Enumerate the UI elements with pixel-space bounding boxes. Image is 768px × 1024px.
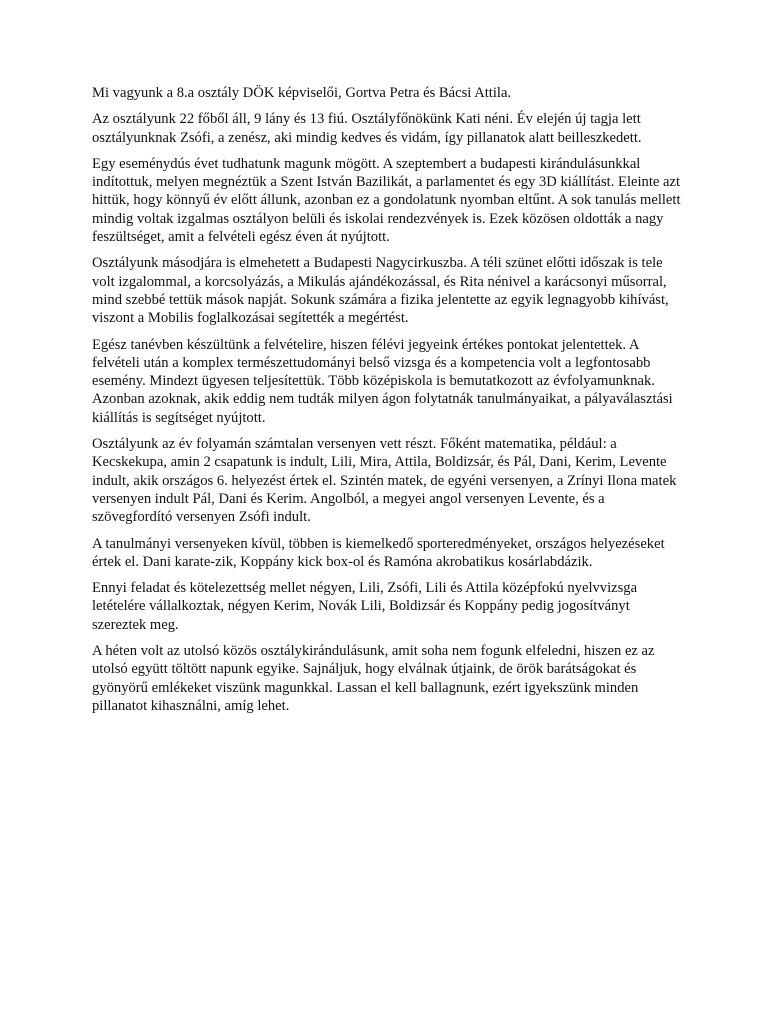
paragraph-intro: Mi vagyunk a 8.a osztály DÖK képviselői, Gortva Petra és Bácsi Attila. <box>92 85 512 101</box>
paragraph-competitions: Osztályunk az év folyamán számtalan versenyen vett részt. Főként matematika, például: a Kecskekupa, amin 2 csapatunk is indult, Lili, Mira, Attila, Boldizsár, és Pál, Dani, Kerim, Levente indult, akik országos 6. helyezést értek el. Szintén matek, de egyéni versenyen, a Zrínyi Ilona matek versenyen indult Pál, Dani és Kerim. Angolból, a megyei angol versenyen Levente, és a szövegfordító versenyen Zsófi indult. <box>92 436 677 526</box>
paragraph-circus-winter: Osztályunk másodjára is elmehetett a Budapesti Nagycirkuszba. A téli szünet előtti időszak is tele volt izgalommal, a korcsolyázás, a Mikulás ajándékozással, és Rita nénivel a karácsonyi műsorral, mind szebbé tettük mások napját. Sokunk számára a fizika jelentette az egyik legnagyobb kihívást, viszont a Mobilis foglalkozásai segítették a megértést. <box>92 255 669 327</box>
paragraph-sports: A tanulmányi versenyeken kívül, többen is kiemelkedő sporteredményeket, országos helyezéseket értek el. Dani karate-zik, Koppány kick box-ol és Ramóna akrobatikus kosárlabdázik. <box>92 535 665 570</box>
paragraph-farewell: A héten volt az utolsó közös osztálykirándulásunk, amit soha nem fogunk elfeledni, hiszen ez az utolsó együtt töltött napunk egyike. Sajnáljuk, hogy elválnak útjaink, de örök barátságokat és gyönyörű emlékeket viszünk magunkkal. Lassan el kell ballagnunk, ezért igyekszünk minden pillanatot kihasználni, amíg lehet. <box>92 643 655 714</box>
paragraph-eventful-year: Egy eseménydús évet tudhatunk magunk mögött. A szeptembert a budapesti kirándulásunkkal indítottuk, melyen megnéztük a Szent István Bazilikát, a parlamentet és egy 3D kiállítást. Eleinte azt hittük, hogy könnyű év előtt állunk, azonban ez a gondolatunk nyomban eltűnt. A sok tanulás mellett mindig voltak izgalmas osztályon belüli és iskolai rendezvények is. Ezek közösen oldották a nagy feszültséget, amit a felvételi egész éven át nyújtott. <box>92 155 681 246</box>
document-body <box>92 84 682 723</box>
paragraph-admission-exams: Egész tanévben készültünk a felvételire, hiszen félévi jegyeink értékes pontokat jelentettek. A felvételi után a komplex természettudományi belső vizsga és a kompetencia volt a legfontosabb esemény. Mindezt ügyesen teljesítettük. Több középiskola is bemutatkozott az évfolyamunknak. Azonban azoknak, akik eddig nem tudták milyen ágon folytatnák tanulmányaikat, a pályaválasztási kiállítás is segítséget nyújtott. <box>92 336 673 426</box>
paragraph-language-exams: Ennyi feladat és kötelezettség mellet négyen, Lili, Zsófi, Lili és Attila középfokú nyelvvizsga letételére vállalkoztak, négyen Kerim, Novák Lili, Boldizsár és Koppány pedig jogosítványt szereztek meg. <box>92 580 638 633</box>
paragraph-class-composition: Az osztályunk 22 főből áll, 9 lány és 13 fiú. Osztályfőnökünk Kati néni. Év elején új tagja lett osztályunknak Zsófi, a zenész, aki mindig kedves és vidám, így pillanatok alatt beilleszkedett. <box>92 111 642 146</box>
